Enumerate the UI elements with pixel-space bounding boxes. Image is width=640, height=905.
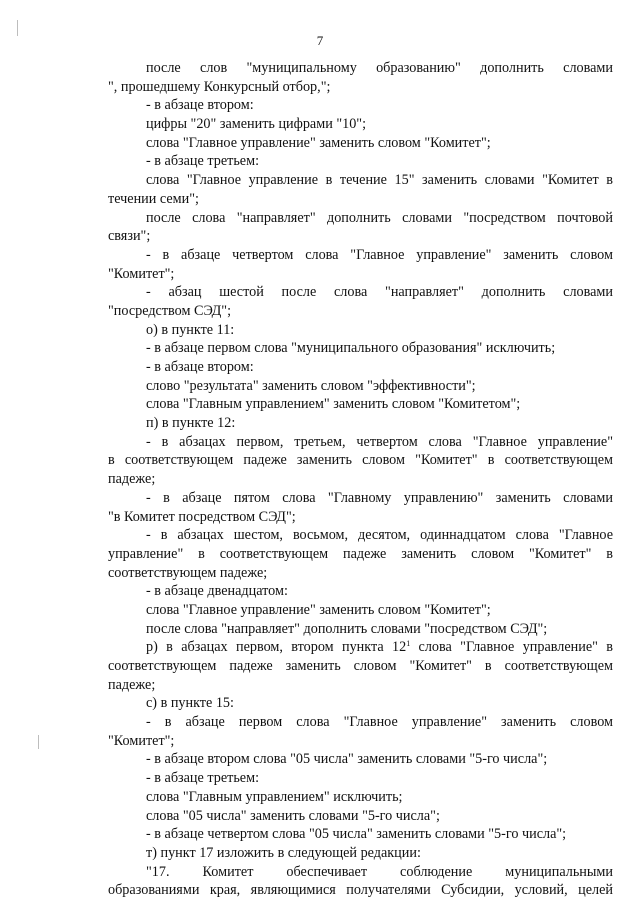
text-line	[108, 321, 613, 340]
text-line	[108, 59, 613, 78]
text-line	[108, 451, 613, 470]
text-line-content: - в абзаце двенадцатом:	[146, 583, 288, 600]
text-line-content: слова "Главное управление в течение 15" заменить словами "Комитет в	[146, 172, 613, 189]
text-line-content: после слова "направляет" дополнить словами "посредством почтовой	[146, 209, 613, 226]
text-line	[108, 638, 613, 657]
text-line	[108, 657, 613, 676]
text-line-content: соответствующем падеже заменить словом "Комитет" в соответствующем	[108, 658, 613, 674]
text-line-content: "посредством СЭД";	[108, 302, 232, 319]
text-line	[108, 134, 613, 153]
text-line	[108, 788, 613, 807]
text-line-content: п) в пункте 12:	[146, 415, 236, 432]
text-line	[108, 395, 613, 414]
text-line	[108, 825, 613, 844]
text-line-content: слова "Главным управлением" заменить словом "Комитетом";	[146, 396, 521, 413]
text-line-content: о) в пункте 11:	[146, 321, 235, 338]
text-line-content: - в абзацах шестом, восьмом, десятом, одиннадцатом слова "Главное	[146, 527, 613, 544]
text-line	[108, 190, 613, 209]
text-line	[108, 358, 613, 377]
text-line-content: - в абзаце втором:	[146, 97, 254, 114]
text-line-content: "в Комитет посредством СЭД";	[108, 508, 296, 525]
text-line	[108, 807, 613, 826]
text-line	[108, 96, 613, 115]
text-line-content: цифры "20" заменить цифрами "10";	[146, 116, 367, 133]
text-line	[108, 601, 613, 620]
text-line	[108, 508, 613, 527]
text-line	[108, 620, 613, 639]
text-line	[108, 283, 613, 302]
text-line-content: слова "05 числа" заменить словами "5-го числа";	[146, 807, 440, 824]
text-line-continuation: слова "Главное управление" в	[410, 639, 613, 656]
text-line-content: в соответствующем падеже заменить словом "Комитет" в соответствующем	[108, 452, 613, 469]
text-line-content: "17. Комитет обеспечивает соблюдение муниципальными	[146, 863, 613, 880]
text-line-content: - в абзаце втором:	[146, 359, 254, 375]
superscript: 1	[406, 639, 411, 649]
text-line-content: соответствующем падеже;	[108, 564, 268, 581]
text-line	[108, 152, 613, 171]
text-line-content: - абзац шестой после слова "направляет" дополнить словами	[146, 284, 613, 301]
text-line	[108, 713, 613, 732]
text-line	[108, 78, 613, 97]
text-line-content: после слова "направляет" дополнить словами "посредством СЭД";	[146, 620, 548, 637]
text-line-content: с) в пункте 15:	[146, 695, 234, 712]
text-line-content: - в абзаце пятом слова "Главному управлению" заменить словами	[146, 489, 613, 506]
text-line-content: - в абзаце втором слова "05 числа" заменить словами "5-го числа";	[146, 751, 548, 768]
text-line	[108, 414, 613, 433]
text-line	[108, 844, 613, 863]
text-line-content: - в абзаце первом слова "Главное управление" заменить словом	[146, 714, 613, 731]
text-line	[108, 302, 613, 321]
text-line-content: - в абзаце четвертом слова "Главное управление" заменить словом	[146, 246, 613, 263]
text-line	[108, 227, 613, 246]
text-line-content: - в абзаце третьем:	[146, 153, 260, 170]
text-line	[108, 769, 613, 788]
text-line-content: падеже;	[108, 676, 156, 693]
text-line	[108, 564, 613, 583]
text-line	[108, 881, 613, 900]
text-line	[108, 209, 613, 228]
text-line	[108, 265, 613, 284]
text-line-content: ", прошедшему Конкурсный отбор,";	[108, 78, 331, 95]
text-line-content: - в абзацах первом, третьем, четвертом слова "Главное управление"	[146, 433, 613, 450]
text-line-content: образованиями края, являющимися получателями Субсидии, условий, целей	[108, 882, 613, 899]
text-line-content: "Комитет";	[108, 265, 175, 282]
text-line	[108, 470, 613, 489]
text-line-content: р) в абзацах первом, втором пункта 12	[146, 639, 407, 656]
page-number: 7	[316, 33, 324, 48]
text-line	[108, 489, 613, 508]
text-line	[108, 694, 613, 713]
text-line	[108, 115, 613, 134]
text-line	[108, 863, 613, 882]
text-line-content: - в абзаце четвертом слова "05 числа" заменить словами "5-го числа";	[146, 826, 567, 843]
text-line	[108, 732, 613, 751]
scan-mark	[38, 735, 39, 749]
text-line-content: управление" в соответствующем падеже заменить словом "Комитет" в	[108, 545, 613, 562]
text-line	[108, 246, 613, 265]
text-line-content: слово "результата" заменить словом "эффективности";	[146, 377, 476, 394]
text-line	[108, 545, 613, 564]
text-line-content: - в абзаце третьем:	[146, 770, 260, 787]
text-line-content: слова "Главное управление" заменить словом "Комитет";	[146, 134, 491, 151]
document-body	[108, 59, 613, 900]
text-line-content: - в абзаце первом слова "муниципального образования" исключить;	[146, 340, 556, 357]
text-line	[108, 676, 613, 695]
text-line-content: слова "Главным управлением" исключить;	[146, 788, 403, 805]
text-line	[108, 526, 613, 545]
text-line-content: после слов "муниципальному образованию" дополнить словами	[146, 60, 613, 76]
text-line-content: т) пункт 17 изложить в следующей редакции:	[146, 844, 421, 861]
text-line	[108, 171, 613, 190]
text-line-content: падеже;	[108, 471, 156, 488]
text-line	[108, 750, 613, 769]
text-line-content: связи";	[108, 228, 151, 245]
text-line	[108, 339, 613, 358]
text-line-content: течении семи";	[108, 190, 199, 207]
text-line-content: "Комитет";	[108, 732, 175, 749]
text-line-content: слова "Главное управление" заменить словом "Комитет";	[146, 601, 491, 618]
text-line	[108, 582, 613, 601]
text-line	[108, 433, 613, 452]
text-line	[108, 377, 613, 396]
scan-mark	[17, 20, 18, 36]
